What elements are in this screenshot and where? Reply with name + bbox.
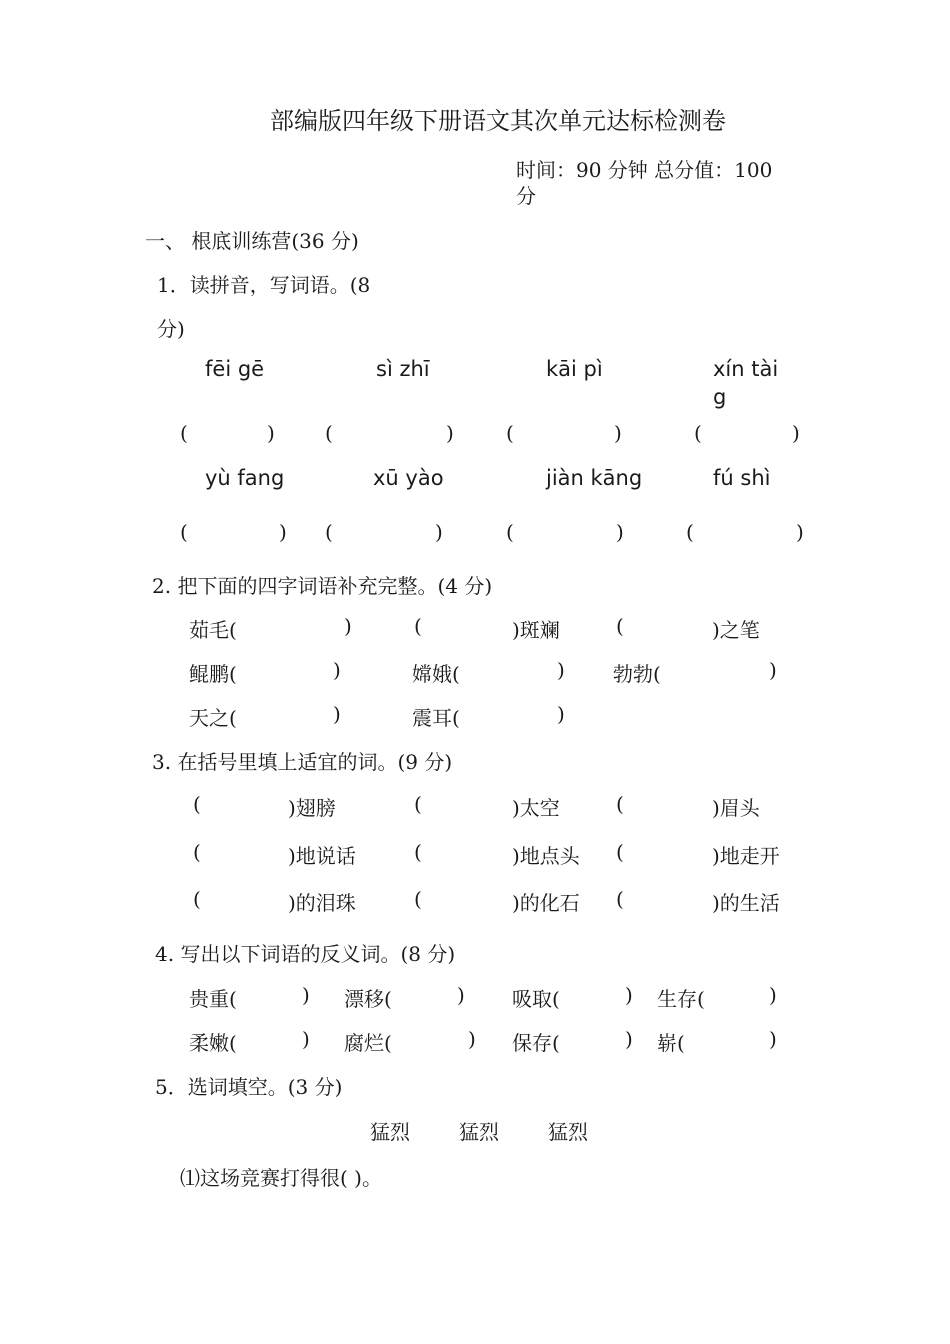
idiom-item: ) [769,658,777,682]
answer-bracket-close: ) [279,520,287,544]
answer-bracket-open: ( [694,421,702,445]
pinyin: sì zhī [376,357,430,381]
idiom-item: ) [557,658,565,682]
answer-bracket-open: ( [180,520,188,544]
antonym-item: 柔嫩( [189,1031,237,1055]
pinyin: fú shì [713,466,771,490]
word-choice: 猛烈 [548,1120,588,1144]
pinyin: fēi gē [205,357,265,381]
answer-bracket-close: ) [446,421,454,445]
q5-sentence: ⑴这场竞赛打得很( )。 [180,1166,382,1190]
antonym-item: ) [302,1027,310,1051]
idiom-item: 鲲鹏( [189,662,237,686]
q1-heading-cont: 分) [157,317,185,341]
antonym-item: 保存( [512,1031,560,1055]
fill-item: ( [616,887,624,911]
fill-item: ( [414,887,422,911]
idiom-item: )之笔 [712,618,760,642]
answer-bracket-close: ) [614,421,622,445]
antonym-item: 漂移( [344,987,392,1011]
antonym-item: 腐烂( [344,1031,392,1055]
antonym-item: 崭( [657,1031,685,1055]
idiom-item: )斑斓 [512,618,560,642]
fill-item: ( [414,840,422,864]
antonym-item: ) [468,1027,476,1051]
page-title: 部编版四年级下册语文其次单元达标检测卷 [270,107,726,135]
pinyin: xū yào [373,466,444,490]
answer-bracket-open: ( [325,421,333,445]
fill-item: )翅膀 [288,796,336,820]
pinyin: kāi pì [546,357,603,381]
q1-heading: 1．读拼音，写词语。(8 [157,273,371,297]
fill-item: )太空 [512,796,560,820]
answer-bracket-close: ) [267,421,275,445]
fill-item: ( [414,792,422,816]
q3-heading: 3. 在括号里填上适宜的词。(9 分) [152,750,453,774]
antonym-item: 生存( [657,987,705,1011]
idiom-item: ) [344,614,352,638]
answer-bracket-close: ) [792,421,800,445]
idiom-item: ) [333,702,341,726]
fill-item: ( [616,792,624,816]
q5-heading: 5．选词填空。(3 分) [155,1075,343,1099]
idiom-item: 震耳( [412,706,460,730]
pinyin: yù fang [205,466,285,490]
fill-item: )地说话 [288,844,356,868]
idiom-item: ) [557,702,565,726]
word-choice: 猛烈 [459,1120,499,1144]
antonym-item: ) [625,983,633,1007]
answer-bracket-open: ( [506,421,514,445]
fill-item: )地走开 [712,844,780,868]
answer-bracket-close: ) [435,520,443,544]
fill-item: ( [193,840,201,864]
fill-item: ( [193,887,201,911]
antonym-item: 吸取( [512,987,560,1011]
idiom-item: 嫦娥( [412,662,460,686]
pinyin: xín tài [713,357,779,381]
antonym-item: ) [769,983,777,1007]
answer-bracket-open: ( [686,520,694,544]
q4-heading: 4. 写出以下词语的反义词。(8 分) [155,942,456,966]
exam-meta: 时间：90 分钟 总分值：100 [516,158,773,182]
fill-item: )眉头 [712,796,760,820]
exam-meta-cont: 分 [516,184,536,208]
fill-item: )地点头 [512,844,580,868]
fill-item: ( [616,840,624,864]
antonym-item: ) [457,983,465,1007]
fill-item: ( [193,792,201,816]
answer-bracket-open: ( [180,421,188,445]
idiom-item: ) [333,658,341,682]
idiom-item: ( [616,614,624,638]
pinyin-wrap: g [713,385,727,409]
q2-heading: 2. 把下面的四字词语补充完整。(4 分) [152,574,493,598]
antonym-item: ) [769,1027,777,1051]
pinyin: jiàn kāng [546,466,643,490]
idiom-item: 勃勃( [613,662,661,686]
idiom-item: ( [414,614,422,638]
antonym-item: ) [625,1027,633,1051]
answer-bracket-open: ( [506,520,514,544]
fill-item: )的泪珠 [288,891,356,915]
idiom-item: 天之( [189,706,237,730]
section-heading: 一、 根底训练营(36 分) [145,229,359,253]
answer-bracket-close: ) [796,520,804,544]
antonym-item: ) [302,983,310,1007]
answer-bracket-close: ) [616,520,624,544]
word-choice: 猛烈 [370,1120,410,1144]
fill-item: )的化石 [512,891,580,915]
fill-item: )的生活 [712,891,780,915]
answer-bracket-open: ( [325,520,333,544]
idiom-item: 茹毛( [189,618,237,642]
antonym-item: 贵重( [189,987,237,1011]
